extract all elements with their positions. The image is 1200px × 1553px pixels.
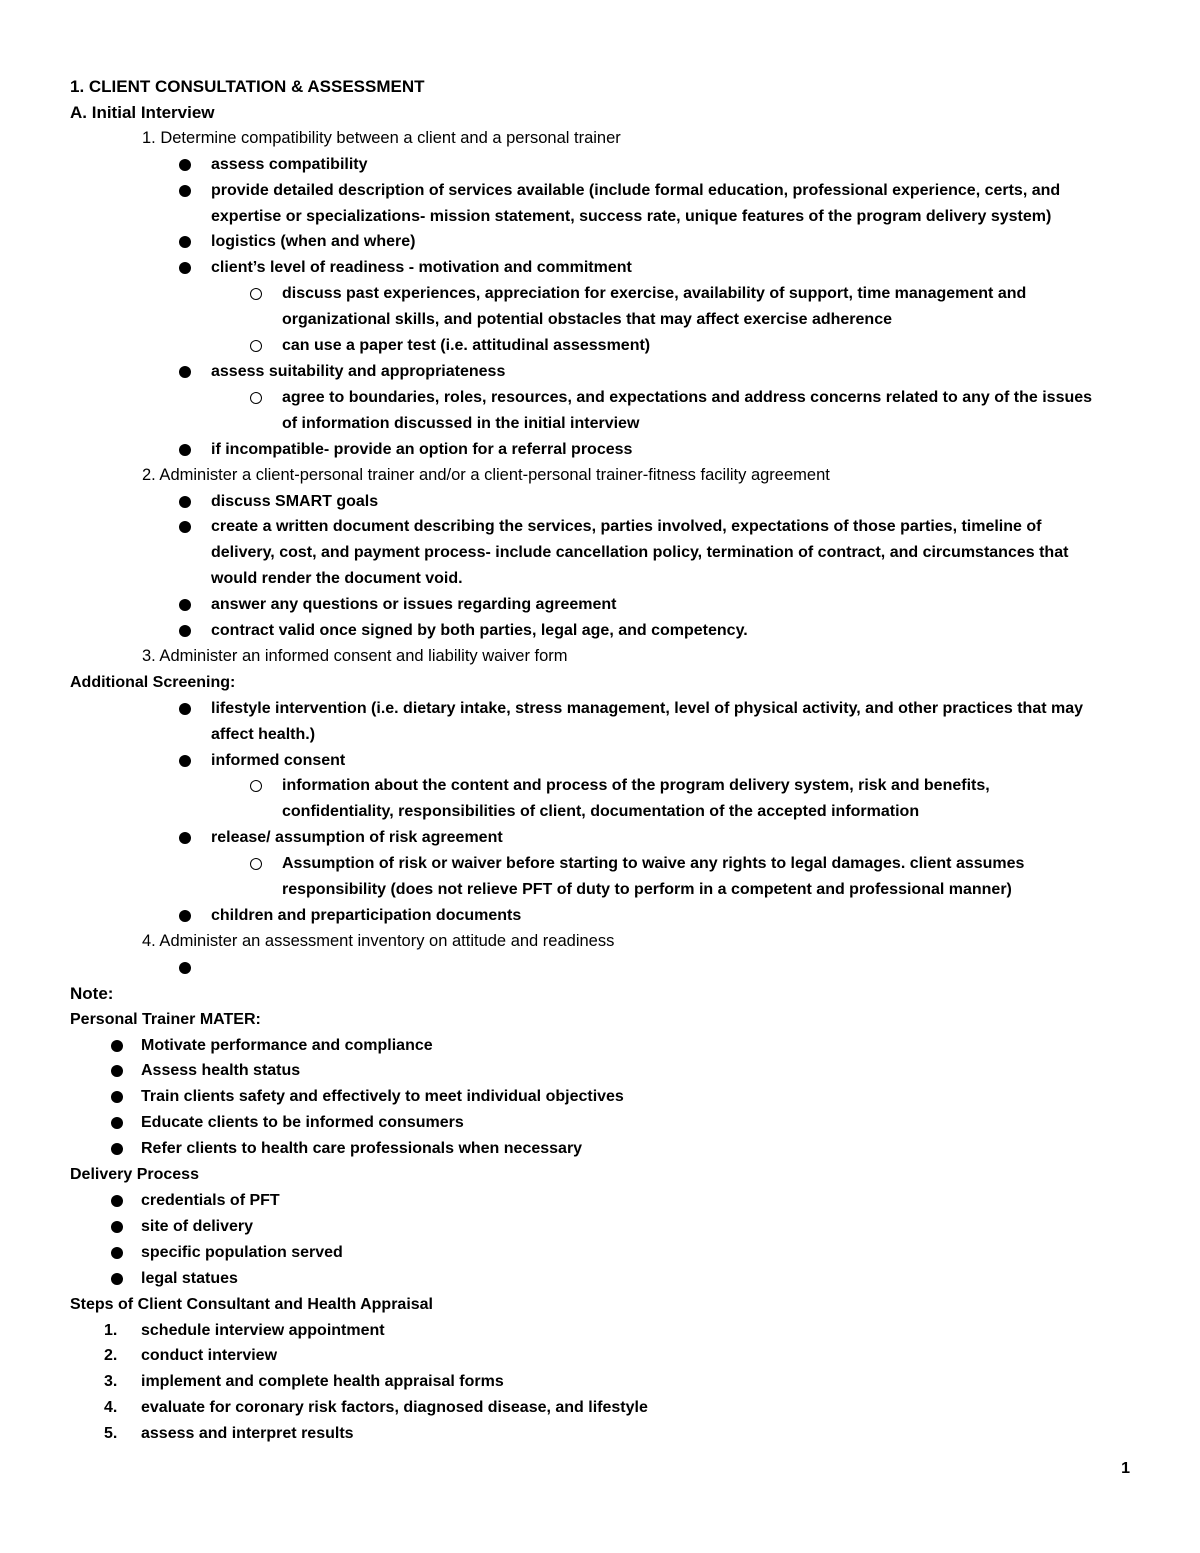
mater-heading: Personal Trainer MATER: bbox=[70, 1010, 261, 1028]
sub-list-item-continuation: organizational skills, and potential obstacles that may affect exercise adherence bbox=[282, 311, 892, 329]
list-item: discuss SMART goals bbox=[70, 489, 1130, 515]
bullet-icon bbox=[111, 1040, 123, 1052]
hollow-bullet-icon bbox=[250, 392, 262, 404]
list-item-continuation: expertise or specializations- mission statement, success rate, unique features of the program delivery system) bbox=[211, 207, 1052, 225]
list-item: specific population served bbox=[70, 1240, 1130, 1266]
bullet-icon bbox=[179, 755, 191, 767]
bullet-icon bbox=[179, 262, 191, 274]
bullet-icon bbox=[111, 1247, 123, 1259]
list-item: Assess health status bbox=[70, 1058, 1130, 1084]
list-item: logistics (when and where) bbox=[70, 229, 1130, 255]
bullet-icon bbox=[111, 1195, 123, 1207]
screening-heading: Additional Screening: bbox=[70, 673, 236, 691]
bullet-icon bbox=[179, 703, 191, 715]
list-item: legal statues bbox=[70, 1266, 1130, 1292]
hollow-bullet-icon bbox=[250, 340, 262, 352]
bullet-icon bbox=[179, 521, 191, 533]
steps-heading: Steps of Client Consultant and Health Appraisal bbox=[70, 1295, 433, 1313]
bullet-icon bbox=[111, 1117, 123, 1129]
list-item: client’s level of readiness - motivation and commitment bbox=[70, 255, 1130, 281]
bullet-icon bbox=[179, 366, 191, 378]
sub-list-item: can use a paper test (i.e. attitudinal assessment) bbox=[70, 333, 1130, 359]
step-heading: 1. Determine compatibility between a client and a personal trainer bbox=[142, 128, 621, 147]
bullet-icon bbox=[111, 1091, 123, 1103]
note-heading: Note: bbox=[70, 983, 114, 1003]
sub-list-item-continuation: of information discussed in the initial interview bbox=[282, 414, 640, 432]
list-item: credentials of PFT bbox=[70, 1188, 1130, 1214]
list-item: Train clients safety and effectively to meet individual objectives bbox=[70, 1084, 1130, 1110]
list-item-empty bbox=[70, 955, 1130, 981]
list-item: create a written document describing the services, parties involved, expectations of those parties, timeline of bbox=[70, 514, 1130, 540]
list-item: Educate clients to be informed consumers bbox=[70, 1110, 1130, 1136]
list-item: release/ assumption of risk agreement bbox=[70, 825, 1130, 851]
subsection-title: A. Initial Interview bbox=[70, 102, 215, 122]
bullet-icon bbox=[179, 236, 191, 248]
list-item: provide detailed description of services available (include formal education, professional experience, certs, and bbox=[70, 178, 1130, 204]
list-item: contract valid once signed by both parties, legal age, and competency. bbox=[70, 618, 1130, 644]
bullet-icon bbox=[111, 1273, 123, 1285]
hollow-bullet-icon bbox=[250, 780, 262, 792]
bullet-icon bbox=[111, 1143, 123, 1155]
list-item: if incompatible- provide an option for a referral process bbox=[70, 437, 1130, 463]
hollow-bullet-icon bbox=[250, 858, 262, 870]
sub-list-item-continuation: responsibility (does not relieve PFT of duty to perform in a competent and professional manner) bbox=[282, 881, 1012, 899]
list-item: lifestyle intervention (i.e. dietary intake, stress management, level of physical activity, and other practices that may bbox=[70, 696, 1130, 722]
document-body bbox=[70, 74, 1130, 1447]
list-item: children and preparticipation documents bbox=[70, 903, 1130, 929]
list-item: Refer clients to health care professionals when necessary bbox=[70, 1136, 1130, 1162]
numbered-item: 1. schedule interview appointment bbox=[104, 1321, 385, 1339]
sub-list-item: agree to boundaries, roles, resources, and expectations and address concerns related to any of the issues bbox=[70, 385, 1130, 411]
list-item: site of delivery bbox=[70, 1214, 1130, 1240]
sub-list-item: discuss past experiences, appreciation for exercise, availability of support, time management and bbox=[70, 281, 1130, 307]
step-heading: 2. Administer a client-personal trainer and/or a client-personal trainer-fitness facility agreement bbox=[142, 465, 830, 484]
bullet-icon bbox=[179, 496, 191, 508]
step-heading: 3. Administer an informed consent and liability waiver form bbox=[142, 646, 568, 665]
bullet-icon bbox=[179, 159, 191, 171]
numbered-item: 3. implement and complete health appraisal forms bbox=[104, 1373, 504, 1391]
bullet-icon bbox=[111, 1221, 123, 1233]
numbered-item: 2. conduct interview bbox=[104, 1347, 278, 1365]
numbered-item: 5. assess and interpret results bbox=[104, 1425, 354, 1443]
bullet-icon bbox=[179, 832, 191, 844]
bullet-icon bbox=[179, 625, 191, 637]
delivery-heading: Delivery Process bbox=[70, 1166, 199, 1184]
list-item: Motivate performance and compliance bbox=[70, 1033, 1130, 1059]
bullet-icon bbox=[179, 444, 191, 456]
sub-list-item: information about the content and process of the program delivery system, risk and benefits, bbox=[70, 773, 1130, 799]
bullet-icon bbox=[111, 1065, 123, 1077]
list-item-continuation: affect health.) bbox=[211, 725, 316, 743]
page-number: 1 bbox=[1121, 1460, 1130, 1477]
sub-list-item-continuation: confidentiality, responsibilities of client, documentation of the accepted information bbox=[282, 803, 920, 821]
bullet-icon bbox=[179, 910, 191, 922]
section-title: 1. CLIENT CONSULTATION & ASSESSMENT bbox=[70, 77, 425, 96]
list-item: assess compatibility bbox=[70, 152, 1130, 178]
list-item: informed consent bbox=[70, 748, 1130, 774]
numbered-item: 4. evaluate for coronary risk factors, diagnosed disease, and lifestyle bbox=[104, 1399, 648, 1417]
list-item-continuation: delivery, cost, and payment process- include cancellation policy, termination of contract, and circumstances that bbox=[211, 544, 1069, 562]
bullet-icon bbox=[179, 962, 191, 974]
sub-list-item: Assumption of risk or waiver before starting to waive any rights to legal damages. client assumes bbox=[70, 851, 1130, 877]
list-item: assess suitability and appropriateness bbox=[70, 359, 1130, 385]
list-item-continuation: would render the document void. bbox=[211, 570, 463, 588]
bullet-icon bbox=[179, 599, 191, 611]
hollow-bullet-icon bbox=[250, 288, 262, 300]
step-heading: 4. Administer an assessment inventory on attitude and readiness bbox=[142, 931, 615, 950]
list-item: answer any questions or issues regarding agreement bbox=[70, 592, 1130, 618]
bullet-icon bbox=[179, 185, 191, 197]
